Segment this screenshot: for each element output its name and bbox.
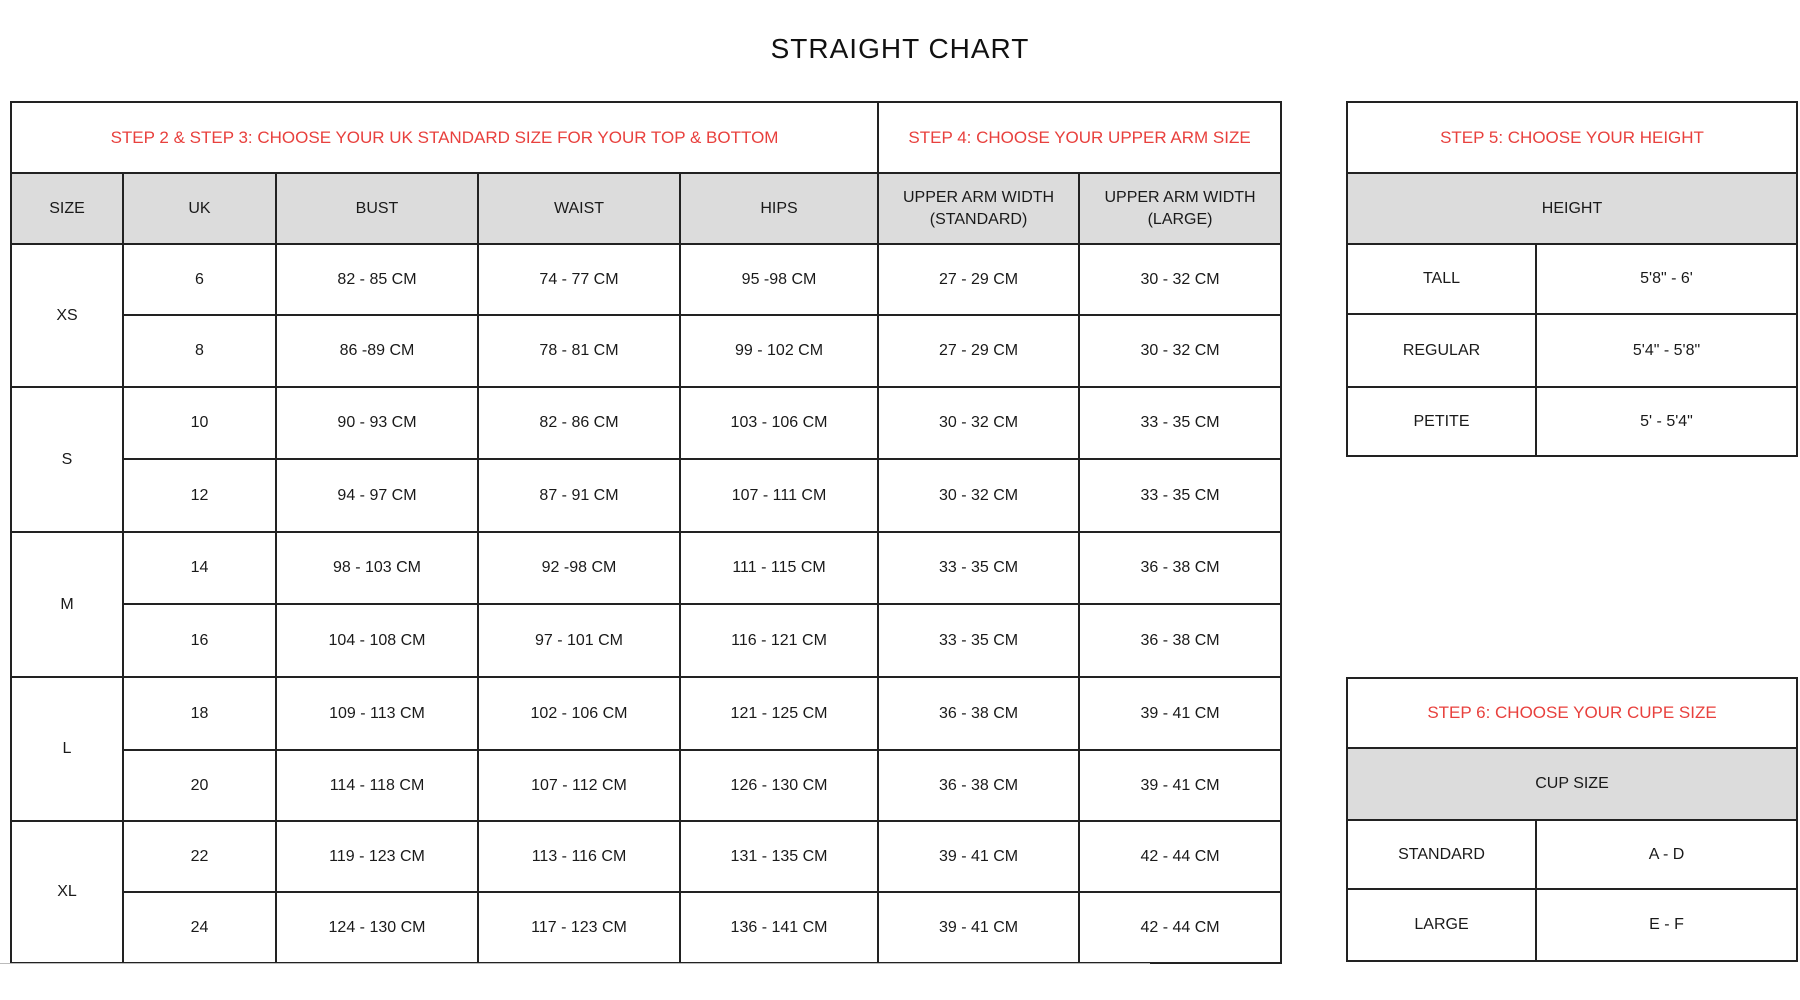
step-6-heading: STEP 6: CHOOSE YOUR CUPE SIZE: [1347, 678, 1797, 748]
uk-cell: 20: [123, 750, 276, 821]
cup-label-cell: LARGE: [1347, 889, 1536, 961]
waist-cell: 92 -98 CM: [478, 532, 680, 604]
bust-cell: 109 - 113 CM: [276, 677, 478, 750]
table-row: [1347, 387, 1797, 456]
uk-cell: 24: [123, 892, 276, 963]
cup-value-cell: A - D: [1536, 820, 1797, 889]
hips-cell: 111 - 115 CM: [680, 532, 878, 604]
hips-cell: 116 - 121 CM: [680, 604, 878, 677]
header-uk: UK: [123, 173, 276, 244]
table-row: [1347, 889, 1797, 961]
uk-cell: 8: [123, 315, 276, 387]
arm-large-cell: 42 - 44 CM: [1079, 892, 1281, 963]
arm-large-cell: 39 - 41 CM: [1079, 750, 1281, 821]
cup-size-header: CUP SIZE: [1347, 748, 1797, 820]
hips-cell: 131 - 135 CM: [680, 821, 878, 892]
table-row: [1347, 314, 1797, 387]
waist-cell: 82 - 86 CM: [478, 387, 680, 459]
size-cell: XL: [11, 821, 123, 963]
waist-cell: 97 - 101 CM: [478, 604, 680, 677]
uk-cell: 12: [123, 459, 276, 532]
height-label-cell: REGULAR: [1347, 314, 1536, 387]
hips-cell: 121 - 125 CM: [680, 677, 878, 750]
height-table: [1346, 101, 1798, 457]
table-row: [1347, 244, 1797, 314]
table-row: [11, 244, 1281, 315]
table-row: [1347, 820, 1797, 889]
height-value-cell: 5'4" - 5'8": [1536, 314, 1797, 387]
bottom-divider: [0, 963, 1150, 964]
waist-cell: 74 - 77 CM: [478, 244, 680, 315]
height-header: HEIGHT: [1347, 173, 1797, 244]
uk-cell: 18: [123, 677, 276, 750]
table-row: [11, 532, 1281, 604]
table-row: [11, 459, 1281, 532]
bust-cell: 82 - 85 CM: [276, 244, 478, 315]
arm-standard-cell: 39 - 41 CM: [878, 821, 1079, 892]
bust-cell: 114 - 118 CM: [276, 750, 478, 821]
hips-cell: 136 - 141 CM: [680, 892, 878, 963]
hips-cell: 126 - 130 CM: [680, 750, 878, 821]
page-title: STRAIGHT CHART: [770, 33, 1030, 64]
bust-cell: 119 - 123 CM: [276, 821, 478, 892]
height-value-cell: 5' - 5'4": [1536, 387, 1797, 456]
header-size: SIZE: [11, 173, 123, 244]
bust-cell: 94 - 97 CM: [276, 459, 478, 532]
arm-standard-cell: 33 - 35 CM: [878, 604, 1079, 677]
bust-cell: 104 - 108 CM: [276, 604, 478, 677]
hips-cell: 107 - 111 CM: [680, 459, 878, 532]
arm-standard-cell: 36 - 38 CM: [878, 750, 1079, 821]
hips-cell: 99 - 102 CM: [680, 315, 878, 387]
arm-standard-cell: 30 - 32 CM: [878, 459, 1079, 532]
hips-cell: 103 - 106 CM: [680, 387, 878, 459]
size-cell: XS: [11, 244, 123, 387]
size-chart-table: [10, 101, 1282, 964]
arm-standard-cell: 30 - 32 CM: [878, 387, 1079, 459]
size-cell: S: [11, 387, 123, 532]
header-arm-large: UPPER ARM WIDTH (LARGE): [1079, 173, 1281, 244]
table-row: [11, 604, 1281, 677]
arm-large-cell: 30 - 32 CM: [1079, 244, 1281, 315]
waist-cell: 113 - 116 CM: [478, 821, 680, 892]
step-2-3-heading: STEP 2 & STEP 3: CHOOSE YOUR UK STANDARD SIZE FOR YOUR TOP & BOTTOM: [11, 102, 878, 173]
bust-cell: 124 - 130 CM: [276, 892, 478, 963]
header-row: [11, 173, 1281, 244]
uk-cell: 16: [123, 604, 276, 677]
cup-size-table: [1346, 677, 1798, 962]
table-row: [11, 387, 1281, 459]
header-bust: BUST: [276, 173, 478, 244]
arm-large-cell: 33 - 35 CM: [1079, 387, 1281, 459]
cup-label-cell: STANDARD: [1347, 820, 1536, 889]
arm-large-cell: 39 - 41 CM: [1079, 677, 1281, 750]
arm-large-cell: 33 - 35 CM: [1079, 459, 1281, 532]
arm-standard-cell: 36 - 38 CM: [878, 677, 1079, 750]
hips-cell: 95 -98 CM: [680, 244, 878, 315]
height-value-cell: 5'8" - 6': [1536, 244, 1797, 314]
table-row: [11, 677, 1281, 750]
arm-standard-cell: 27 - 29 CM: [878, 315, 1079, 387]
waist-cell: 78 - 81 CM: [478, 315, 680, 387]
waist-cell: 107 - 112 CM: [478, 750, 680, 821]
size-cell: M: [11, 532, 123, 677]
size-cell: L: [11, 677, 123, 821]
bust-cell: 98 - 103 CM: [276, 532, 478, 604]
uk-cell: 6: [123, 244, 276, 315]
arm-large-cell: 42 - 44 CM: [1079, 821, 1281, 892]
waist-cell: 117 - 123 CM: [478, 892, 680, 963]
cup-value-cell: E - F: [1536, 889, 1797, 961]
height-label-cell: PETITE: [1347, 387, 1536, 456]
waist-cell: 102 - 106 CM: [478, 677, 680, 750]
table-row: [11, 315, 1281, 387]
step-5-heading: STEP 5: CHOOSE YOUR HEIGHT: [1347, 102, 1797, 173]
arm-large-cell: 36 - 38 CM: [1079, 532, 1281, 604]
arm-standard-cell: 33 - 35 CM: [878, 532, 1079, 604]
waist-cell: 87 - 91 CM: [478, 459, 680, 532]
uk-cell: 22: [123, 821, 276, 892]
table-row: [11, 821, 1281, 892]
arm-standard-cell: 27 - 29 CM: [878, 244, 1079, 315]
arm-standard-cell: 39 - 41 CM: [878, 892, 1079, 963]
arm-large-cell: 36 - 38 CM: [1079, 604, 1281, 677]
table-row: [11, 892, 1281, 963]
uk-cell: 10: [123, 387, 276, 459]
header-hips: HIPS: [680, 173, 878, 244]
uk-cell: 14: [123, 532, 276, 604]
arm-large-cell: 30 - 32 CM: [1079, 315, 1281, 387]
header-arm-standard: UPPER ARM WIDTH (STANDARD): [878, 173, 1079, 244]
bust-cell: 86 -89 CM: [276, 315, 478, 387]
table-row: [11, 750, 1281, 821]
bust-cell: 90 - 93 CM: [276, 387, 478, 459]
step-4-heading: STEP 4: CHOOSE YOUR UPPER ARM SIZE: [878, 102, 1281, 173]
height-label-cell: TALL: [1347, 244, 1536, 314]
header-waist: WAIST: [478, 173, 680, 244]
